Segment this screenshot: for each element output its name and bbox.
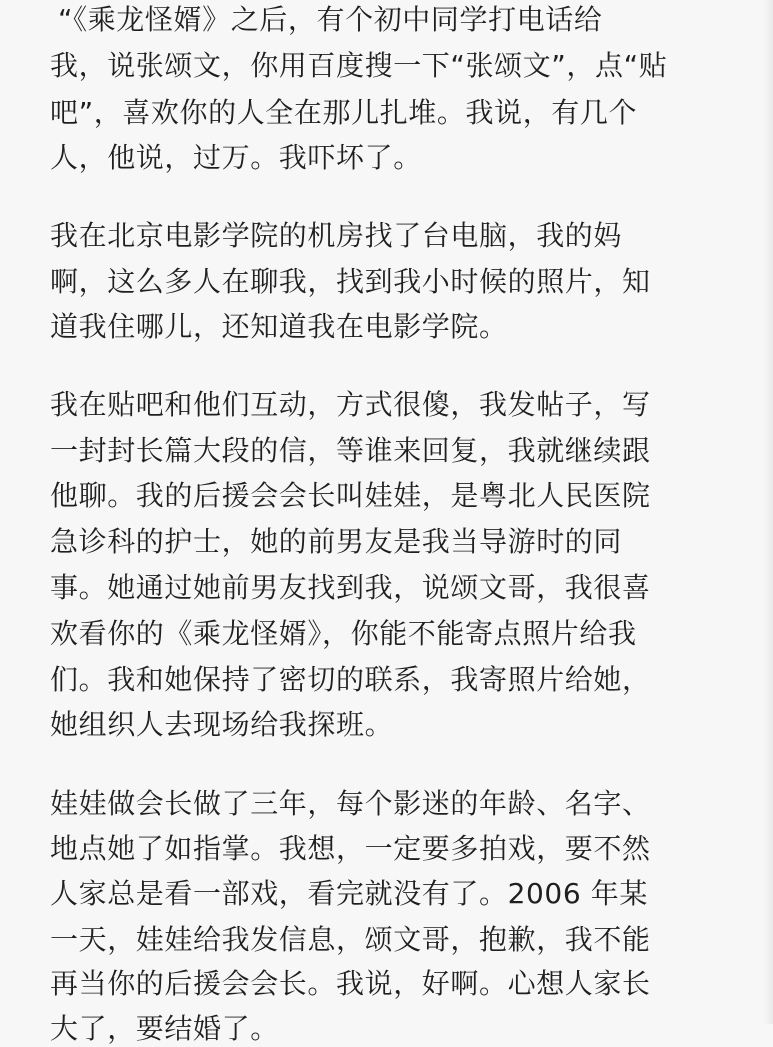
text-line: 们。我和她保持了密切的联系，我寄照片给她， [50, 663, 651, 696]
text-line: 事。她通过她前男友找到我，说颂文哥，我很喜 [50, 571, 651, 604]
text-line: 道我住哪儿，还知道我在电影学院。 [50, 310, 508, 343]
text-line: 欢看你的《乘龙怪婿》，你能不能寄点照片给我 [50, 617, 637, 650]
text-line: 一天，娃娃给我发信息，颂文哥，抱歉，我不能 [50, 923, 651, 956]
page-edge-shadow [763, 0, 773, 1024]
text-line: 人家总是看一部戏，看完就没有了。2006 年某 [50, 877, 648, 910]
text-line: 他聊。我的后援会会长叫娃娃，是粤北人民医院 [50, 479, 651, 512]
text-line: 人，他说，过万。我吓坏了。 [50, 141, 422, 174]
text-line: 啊，这么多人在聊我，找到我小时候的照片，知 [50, 265, 651, 298]
text-line: 我，说张颂文，你用百度搜一下“张颂文”，点“贴 [50, 49, 668, 82]
text-line: 我在北京电影学院的机房找了台电脑，我的妈 [50, 219, 623, 252]
text-line: 一封封长篇大段的信，等谁来回复，我就继续跟 [50, 434, 651, 467]
text-line: 地点她了如指掌。我想，一定要多拍戏，要不然 [50, 832, 651, 865]
text-line: 她组织人去现场给我探班。 [50, 708, 394, 741]
text-line: 大了，要结婚了。 [50, 1012, 279, 1045]
text-line: “《乘龙怪婿》之后，有个初中同学打电话给 [58, 3, 603, 36]
text-line: 急诊科的护士，她的前男友是我当导游时的同 [50, 525, 623, 558]
text-line: 娃娃做会长做了三年，每个影迷的年龄、名字、 [50, 787, 651, 820]
text-line: 再当你的后援会会长。我说，好啊。心想人家长 [50, 967, 651, 1000]
text-line: 我在贴吧和他们互动，方式很傻，我发帖子，写 [50, 388, 651, 421]
text-line: 吧”，喜欢你的人全在那儿扎堆。我说，有几个 [50, 96, 638, 129]
